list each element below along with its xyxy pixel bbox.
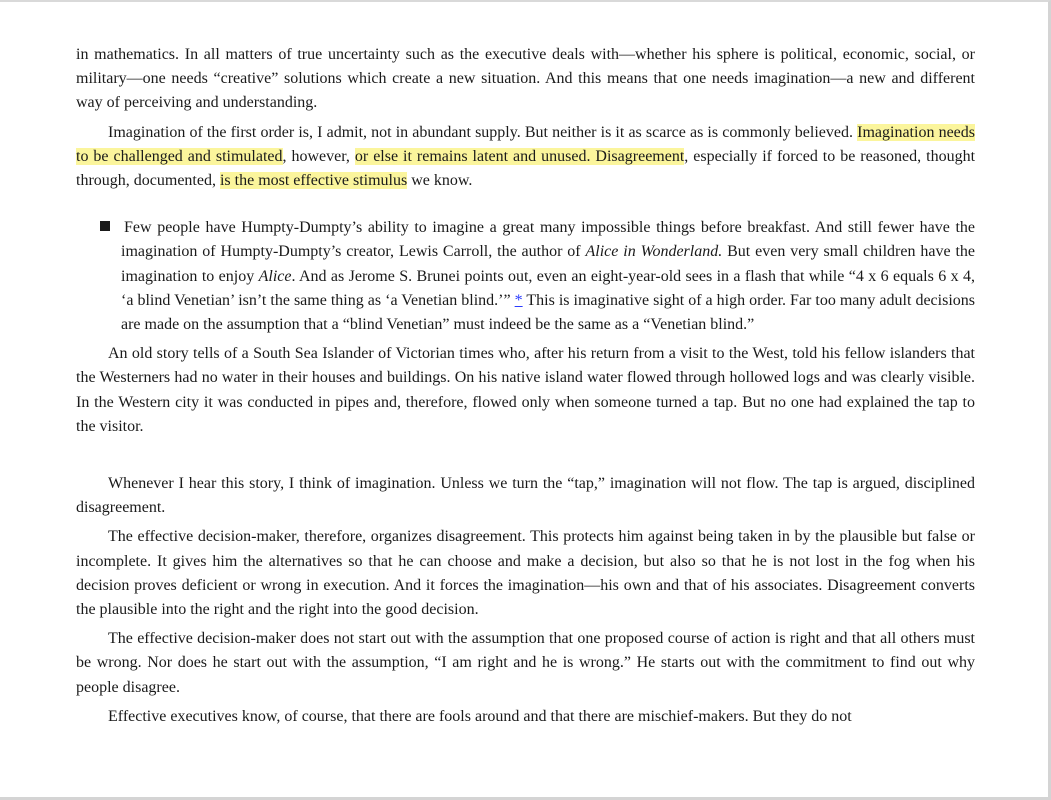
book-title-alice: Alice bbox=[258, 267, 292, 285]
highlight-3[interactable]: is the most effective stimulus bbox=[219, 172, 408, 190]
bullet-text-2: But even very small children have the imagination to enjoy bbox=[121, 243, 975, 285]
paragraph-2 bbox=[76, 121, 975, 194]
paragraph-organizes-disagreement: The effective decision-maker, therefore, organizes disagreement. This protects him against being taken in by the plausible but false or incomplete. It gives him the alternatives so that he can choose and make a decision, but also so that he is not lost in the fog when his decision proves deficient or wrong in execution. And it forces the imagination—his own and that of his associates. Disagreement converts the plausible into the right and the right into the good decision. bbox=[76, 528, 975, 619]
bullet-square-icon bbox=[100, 221, 110, 231]
paragraph-1: in mathematics. In all matters of true uncertainty such as the executive deals with—whether his sphere is political, economic, social, or military—one needs “creative” solutions which create a new situation. And this means that one needs imagination—a new and different way of perceiving and understanding. bbox=[76, 46, 975, 112]
book-title-alice-in-wonderland: Alice in Wonderland. bbox=[585, 243, 723, 261]
p2-text-1: Imagination of the first order is, I admit, not in abundant supply. But neither is it as scarce as is commonly believed. bbox=[108, 123, 858, 141]
highlight-1[interactable]: Imagination needs to be challenged and stimulated bbox=[76, 123, 975, 165]
highlight-2[interactable]: or else it remains latent and unused. Disagreement bbox=[354, 147, 685, 165]
bullet-text-4: This is imaginative sight of a high order. Far too many adult decisions are made on the assumption that a “blind Venetian” must indeed be the same as a “Venetian blind.” bbox=[121, 291, 975, 334]
paragraph-commitment: The effective decision-maker does not start out with the assumption that one proposed course of action is right and that all others must be wrong. Nor does he start out with the assumption, “I am right and he is wrong.” He starts out with the commitment to find out why people disagree. bbox=[76, 630, 975, 696]
paragraph-tap: Whenever I hear this story, I think of imagination. Unless we turn the “tap,” imagination will not flow. The tap is argued, disciplined disagreement. bbox=[76, 475, 975, 517]
paragraph-south-sea-story: An old story tells of a South Sea Islander of Victorian times who, after his return from a visit to the West, told his fellow islanders that the Westerners had no water in their houses and buildings. On his native island water flowed through hollowed logs and was clearly visible. In the Western city it was conducted in pipes and, therefore, flowed only when someone turned a tap. But no one had explained the tap to the visitor. bbox=[76, 345, 975, 435]
bullet-paragraph bbox=[76, 216, 975, 337]
paragraph-fools: Effective executives know, of course, that there are fools around and that there are mischief-makers. But they do not bbox=[108, 707, 852, 725]
p2-text-4: we know. bbox=[407, 172, 473, 190]
bullet-text-3: . And as Jerome S. Brunei points out, even an eight-year-old sees in a flash that while “4 x 6 equals 6 x 4, ‘a blind Venetian’ isn’t the same thing as ‘a Venetian blind.’” bbox=[121, 267, 976, 309]
bullet-text-1: Few people have Humpty-Dumpty’s ability to imagine a great many impossible things before breakfast. And still fewer have the imagination of Humpty-Dumpty’s creator, Lewis Carroll, the author of bbox=[121, 219, 975, 261]
book-page bbox=[76, 43, 975, 729]
footnote-link[interactable]: * bbox=[514, 291, 523, 309]
p2-text-3: , especially if forced to be reasoned, thought through, documented, bbox=[76, 147, 976, 190]
p2-text-2: , however, bbox=[282, 147, 355, 165]
